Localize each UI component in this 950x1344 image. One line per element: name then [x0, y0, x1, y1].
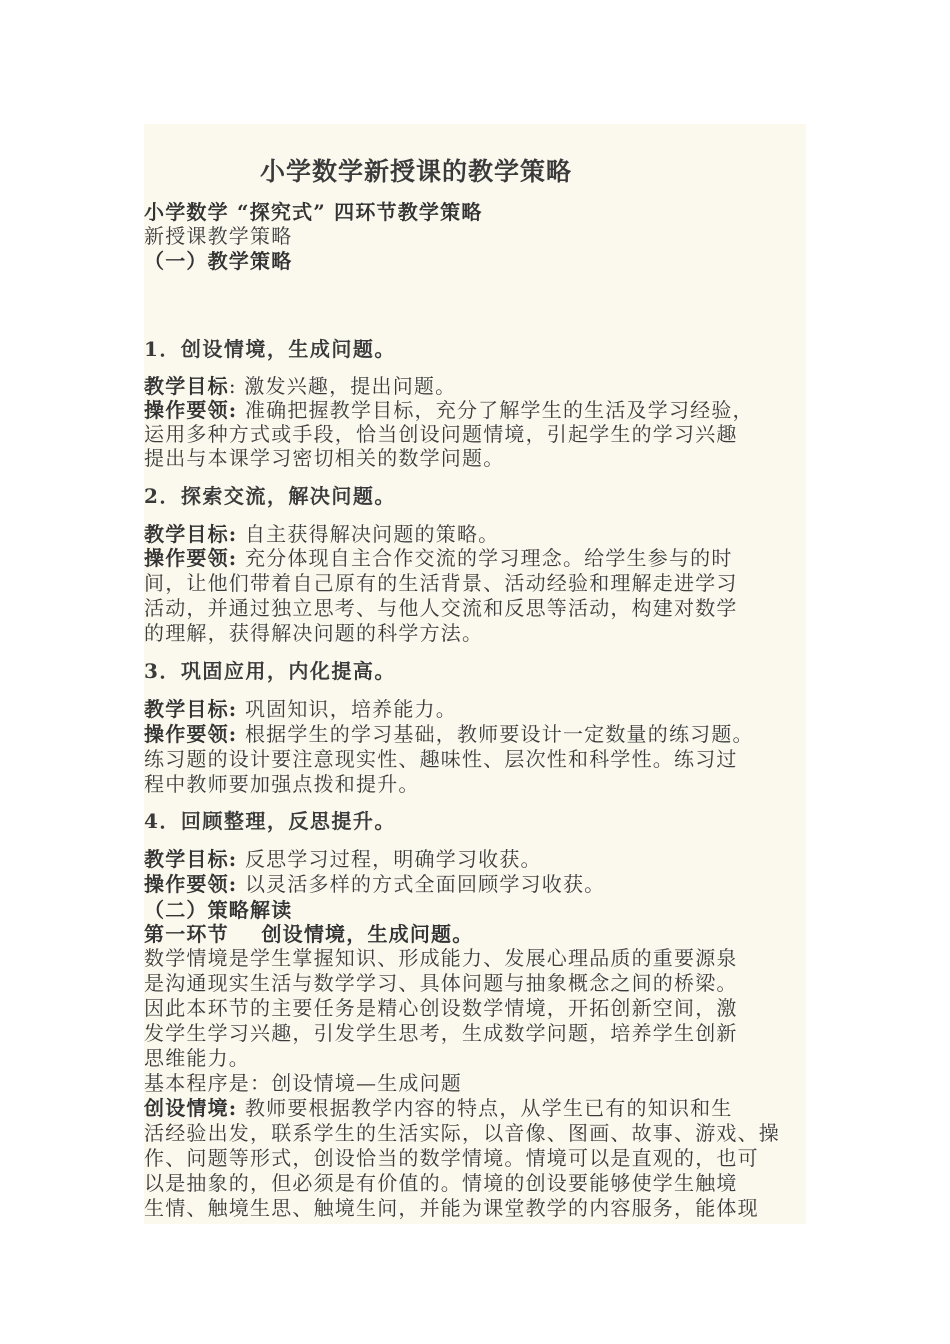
- step1-op-line-2: 运用多种方式或手段，恰当创设问题情境，引起学生的学习兴趣: [144, 422, 738, 446]
- para-line-6: 基本程序是：创设情境—生成问题: [144, 1071, 462, 1095]
- create-line-1: [144, 1096, 733, 1120]
- create-line-2: 活经验出发，联系学生的生活实际，以音像、图画、故事、游戏、操: [144, 1121, 780, 1145]
- step1-op-line-1: [144, 398, 754, 422]
- op-label: 操作要领:: [144, 546, 238, 570]
- create-label: 创设情境:: [144, 1096, 238, 1120]
- step3-op-line-1: [144, 722, 754, 746]
- step1-op-line-3: 提出与本课学习密切相关的数学问题。: [144, 446, 505, 470]
- op-text: 准确把握教学目标，充分了解学生的生活及学习经验，: [237, 398, 754, 422]
- step2-op-line-2: 间，让他们带着自己原有的生活背景、活动经验和理解走进学习: [144, 571, 738, 595]
- step3-heading: 3．巩固应用，内化提高。: [144, 659, 396, 683]
- op-label: 操作要领:: [144, 872, 238, 896]
- section-two-heading: （二）策略解读: [144, 898, 293, 922]
- step3-goal: [144, 697, 457, 721]
- step4-goal: [144, 847, 542, 871]
- step3-op-line-3: 程中教师要加强点拨和提升。: [144, 772, 420, 796]
- link1-heading: 第一环节 创设情境，生成问题。: [144, 922, 474, 946]
- step2-op-line-3: 活动，并通过独立思考、与他人交流和反思等活动，构建对数学: [144, 596, 738, 620]
- goal-text: : 激发兴趣，提出问题。: [228, 374, 457, 398]
- goal-label: 教学目标:: [144, 847, 238, 871]
- op-text: 充分体现自主合作交流的学习理念。给学生参与的时: [237, 546, 733, 570]
- create-line-3: 作、问题等形式，创设恰当的数学情境。情境可以是直观的，也可: [144, 1146, 759, 1170]
- para-line-4: 发学生学习兴趣，引发学生思考，生成数学问题，培养学生创新: [144, 1021, 738, 1045]
- goal-text: 巩固知识，培养能力。: [237, 697, 457, 721]
- create-line-4: 以是抽象的，但必须是有价值的。情境的创设要能够使学生触境: [144, 1171, 738, 1195]
- op-label: 操作要领:: [144, 398, 238, 422]
- step2-heading: 2．探索交流，解决问题。: [144, 484, 396, 508]
- step2-goal: [144, 522, 499, 546]
- section-one-heading: （一）教学策略: [144, 249, 293, 273]
- create-text: 教师要根据教学内容的特点，从学生已有的知识和生: [237, 1096, 733, 1120]
- goal-label: 教学目标:: [144, 697, 238, 721]
- goal-label: 教学目标:: [144, 522, 238, 546]
- create-line-5: 生情、触境生思、触境生问，并能为课堂教学的内容服务，能体现: [144, 1196, 759, 1220]
- step1-goal: [144, 374, 456, 398]
- step2-op-line-4: 的理解，获得解决问题的科学方法。: [144, 621, 484, 645]
- para-line-2: 是沟通现实生活与数学学习、具体问题与抽象概念之间的桥梁。: [144, 971, 738, 995]
- step3-op-line-2: 练习题的设计要注意现实性、趣味性、层次性和科学性。练习过: [144, 747, 738, 771]
- op-text: 以灵活多样的方式全面回顾学习收获。: [237, 872, 606, 896]
- document-page: [144, 124, 806, 1224]
- goal-text: 自主获得解决问题的策略。: [237, 522, 500, 546]
- goal-label: 教学目标: [144, 374, 229, 398]
- op-text: 根据学生的学习基础，教师要设计一定数量的练习题。: [237, 722, 754, 746]
- step4-heading: 4．回顾整理，反思提升。: [144, 809, 396, 833]
- para-line-5: 思维能力。: [144, 1046, 250, 1070]
- step1-heading: 1．创设情境，生成问题。: [144, 337, 396, 361]
- op-label: 操作要领:: [144, 722, 238, 746]
- page-title: 小学数学新授课的教学策略: [260, 157, 573, 186]
- para-line-3: 因此本环节的主要任务是精心创设数学情境，开拓创新空间，激: [144, 996, 738, 1020]
- subtitle: 小学数学 “探究式” 四环节教学策略: [144, 200, 483, 224]
- para-line-1: 数学情境是学生掌握知识、形成能力、发展心理品质的重要源泉: [144, 946, 738, 970]
- subtitle-2: 新授课教学策略: [144, 224, 293, 248]
- step2-op-line-1: [144, 546, 733, 570]
- step4-op: [144, 872, 605, 896]
- goal-text: 反思学习过程，明确学习收获。: [237, 847, 542, 871]
